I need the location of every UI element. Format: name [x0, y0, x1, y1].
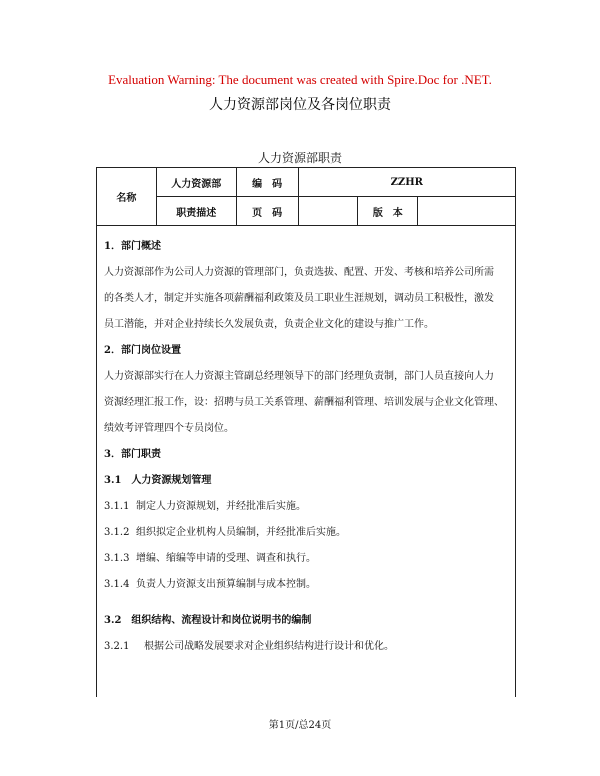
list-item	[104, 572, 512, 598]
meta-table	[96, 167, 516, 226]
sec3-1-heading: 3.1 人力资源规划管理	[104, 475, 212, 486]
item-number: 3.1.2	[104, 527, 130, 538]
sec1-heading: 1．部门概述	[104, 241, 161, 252]
section-title: 人力资源部职责	[257, 151, 342, 165]
document-title: 人力资源部岗位及各岗位职责	[209, 97, 391, 113]
item-text: 组织拟定企业机构人员编制，并经批准后实施。	[136, 527, 346, 538]
code-label: 编 码	[236, 168, 298, 197]
page-value	[298, 197, 358, 226]
document-body	[104, 234, 512, 660]
sec2-line: 人力资源部实行在人力资源主管副总经理领导下的部门经理负责制，部门人员直接向人力	[104, 371, 494, 382]
list-item	[104, 546, 512, 572]
meta-row-1	[97, 168, 516, 197]
sec1-line: 员工潜能，并对企业持续长久发展负责，负责企业文化的建设与推广工作。	[104, 319, 434, 330]
item-number: 3.2.1	[104, 641, 130, 652]
item-number: 3.1.1	[104, 501, 130, 512]
sec2-line: 资源经理汇报工作，设：招聘与员工关系管理、薪酬福利管理、培训发展与企业文化管理、	[104, 397, 504, 408]
code-value: ZZHR	[298, 168, 515, 197]
version-value	[418, 197, 516, 226]
item-text: 根据公司战略发展要求对企业组织结构进行设计和优化。	[144, 641, 394, 652]
desc-label: 职责描述	[156, 197, 236, 226]
sec2-line: 绩效考评管理四个专员岗位。	[104, 423, 234, 434]
sec3-2-heading: 3.2 组织结构、流程设计和岗位说明书的编制	[104, 615, 312, 626]
item-number: 3.1.3	[104, 553, 130, 564]
list-item	[104, 494, 512, 520]
sec2-heading: 2．部门岗位设置	[104, 345, 181, 356]
page-label: 页 码	[236, 197, 298, 226]
list-item	[104, 634, 512, 660]
sec1-line: 的各类人才，制定并实施各项薪酬福利政策及员工职业生涯规划，调动员工积极性，激发	[104, 293, 494, 304]
list-item	[104, 520, 512, 546]
item-number: 3.1.4	[104, 579, 130, 590]
evaluation-warning: Evaluation Warning: The document was created with Spire.Doc for .NET.	[108, 72, 492, 87]
item-text: 制定人力资源规划，并经批准后实施。	[136, 501, 306, 512]
page-footer: 第1页/总24页	[268, 720, 332, 731]
name-label: 名称	[97, 168, 157, 226]
sec1-line: 人力资源部作为公司人力资源的管理部门，负责选拔、配置、开发、考核和培养公司所需	[104, 267, 494, 278]
item-text: 负责人力资源支出预算编制与成本控制。	[136, 579, 316, 590]
item-text: 增编、缩编等申请的受理、调查和执行。	[136, 553, 316, 564]
version-label: 版 本	[358, 197, 418, 226]
sec3-heading: 3．部门职责	[104, 449, 161, 460]
spacer	[104, 598, 512, 608]
meta-row-2	[97, 197, 516, 226]
dept-name: 人力资源部	[156, 168, 236, 197]
